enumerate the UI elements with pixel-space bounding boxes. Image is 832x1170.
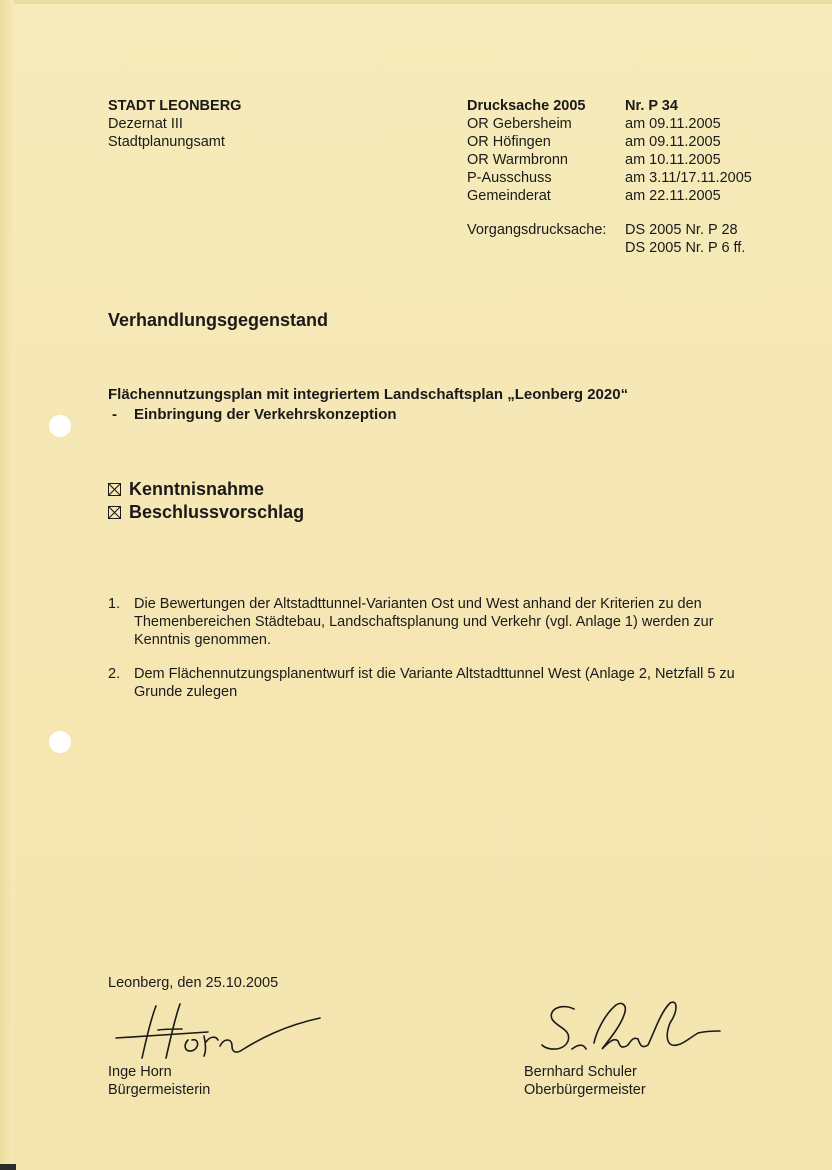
org-name: STADT LEONBERG [108, 98, 242, 114]
place-date: Leonberg, den 25.10.2005 [108, 975, 279, 991]
session-date: am 3.11/17.11.2005 [625, 170, 752, 186]
checked-box-icon [108, 483, 121, 496]
previous-doc-label: Vorgangsdrucksache: [467, 222, 607, 238]
checkbox-label: Beschlussvorschlag [129, 502, 305, 522]
signatory-title: Oberbürgermeister [524, 1082, 646, 1098]
signature-schuler [538, 993, 728, 1063]
session-date: am 09.11.2005 [625, 116, 721, 132]
signatory-name: Bernhard Schuler [524, 1064, 637, 1080]
doc-label: Drucksache 2005 [467, 98, 586, 114]
previous-doc-ref: DS 2005 Nr. P 6 ff. [625, 240, 746, 256]
resolution-number: 1. [108, 596, 121, 612]
resolution-item [108, 665, 768, 701]
resolution-item [108, 595, 768, 649]
scan-edge-top [0, 0, 832, 4]
session-body: OR Höfingen [467, 134, 551, 150]
session-body: Gemeinderat [467, 188, 551, 204]
subject-subtitle: Einbringung der Verkehrskonzeption [134, 406, 397, 423]
subject-dash: - [112, 406, 117, 423]
punch-hole-lower [49, 731, 71, 753]
session-body: OR Gebersheim [467, 116, 572, 132]
signature-horn [108, 996, 338, 1066]
checkbox-label: Kenntnisnahme [129, 479, 265, 499]
office: Stadtplanungsamt [108, 134, 225, 150]
session-date: am 10.11.2005 [625, 152, 721, 168]
session-date: am 22.11.2005 [625, 188, 721, 204]
punch-hole-upper [49, 415, 71, 437]
signatory-title: Bürgermeisterin [108, 1082, 211, 1098]
checkbox-beschlussvorschlag [108, 503, 304, 521]
resolution-text: Dem Flächennutzungsplanentwurf ist die Variante Altstadttunnel West (Anlage 2, Netzfall 5 zu Grunde zulegen [134, 666, 735, 700]
previous-doc-ref: DS 2005 Nr. P 28 [625, 222, 738, 238]
session-body: P-Ausschuss [467, 170, 552, 186]
signatory-name: Inge Horn [108, 1064, 172, 1080]
resolution-number: 2. [108, 666, 121, 682]
session-date: am 09.11.2005 [625, 134, 721, 150]
scan-edge-left [0, 0, 14, 1170]
checkbox-kenntnisnahme [108, 480, 264, 498]
doc-number: Nr. P 34 [625, 98, 678, 114]
checked-box-icon [108, 506, 121, 519]
session-body: OR Warmbronn [467, 152, 568, 168]
resolution-text: Die Bewertungen der Altstadttunnel-Varianten Ost und West anhand der Kriterien zu den Themenbereichen Städtebau, Landschaftsplanung und Verkehr (vgl. Anlage 1) werden zur Kenntnis genommen. [134, 596, 714, 648]
subject-title: Flächennutzungsplan mit integriertem Landschaftsplan „Leonberg 2020“ [108, 386, 629, 403]
scan-corner-mark [0, 1164, 16, 1170]
department: Dezernat III [108, 116, 183, 132]
subject-heading: Verhandlungsgegenstand [108, 310, 329, 330]
